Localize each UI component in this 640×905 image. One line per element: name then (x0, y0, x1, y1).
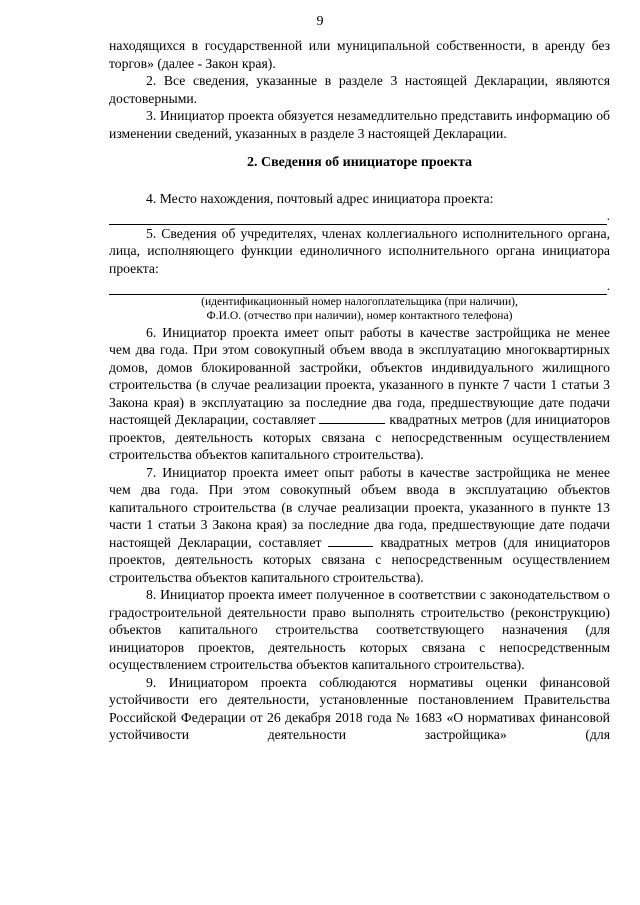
section-heading: 2. Сведения об инициаторе проекта (246, 155, 473, 170)
paragraph-6-after: квадратных метров (для инициаторов проектов, деятельность которых связана с непосредственным осуществлением строительства объектов капитального строительства). (109, 412, 611, 462)
paragraph-6 (109, 324, 610, 464)
paragraph-2: 2. Все сведения, указанные в разделе 3 настоящей Декларации, являются достоверными. (109, 73, 610, 106)
page-number: 9 (316, 14, 324, 29)
paragraph-5: 5. Сведения об учредителях, членах коллегиального исполнительного органа, лица, исполняющего функции единоличного исполнительного органа инициатора проекта: (109, 225, 610, 276)
fill-line-address (109, 207, 610, 225)
blank-area-field (319, 412, 385, 424)
field-caption-line-2: Ф.И.О. (отчество при наличии), номер контактного телефона) (206, 309, 513, 322)
paragraph-4: 4. Место нахождения, почтовый адрес инициатора проекта: (146, 190, 494, 206)
paragraph-9: 9. Инициатором проекта соблюдаются нормативы оценки финансовой устойчивости его деятельности, установленные постановлением Правительства Российской Федерации от 26 декабря 2018 года № 1683 «О нормативах финансовой устойчивости деятельности застройщика» (для (109, 674, 610, 742)
paragraph-7-before: 7. Инициатор проекта имеет опыт работы в качестве застройщика не менее чем два года. При этом совокупный объем ввода в эксплуатацию объектов капитального строительства (в случае реализации проекта, указанного в пункте 13 части 1 статьи 3 Закона края) за последние два года, предшествующие дате подачи настоящей Декларации, составляет (109, 464, 610, 550)
line-end-period: . (606, 208, 610, 223)
blank-area-field (328, 535, 373, 547)
field-caption-line-1: (идентификационный номер налогоплательщика (при наличии), (201, 294, 518, 308)
paragraph-7 (109, 464, 610, 587)
paragraph-6-before: 6. Инициатор проекта имеет опыт работы в качестве застройщика не менее чем два года. При этом совокупный объем ввода в эксплуатацию многоквартирных домов, домов блокированной застройки, объектов индивидуального жилищного строительства (в случае реализации проекта, указанного в пункте 7 части 1 статьи 3 Закона края) в эксплуатацию за последние два года, предшествующие дате подачи настоящей Декларации, составляет (109, 324, 610, 427)
underline (109, 214, 607, 225)
paragraph-3: 3. Инициатор проекта обязуется незамедлительно представить информацию об изменении сведений, указанных в разделе 3 настоящей Декларации. (109, 108, 610, 141)
paragraph-8: 8. Инициатор проекта имеет полученное в соответствии с законодательством о градостроительной деятельности право выполнять строительство (реконструкцию) объектов капитального строительства соответствующего назначения (для инициаторов проектов, деятельность которых связана с непосредственным осуществлением строительства объектов капитального строительства). (109, 587, 610, 672)
document-body (109, 37, 610, 744)
underline (109, 284, 607, 295)
paragraph-continuation: находящихся в государственной или муниципальной собственности, в аренду без торгов» (далее - Закон края). (109, 38, 610, 71)
fill-line-founders (109, 277, 610, 295)
line-end-period: . (606, 278, 610, 293)
paragraph-7-after: квадратных метров (для инициаторов проектов, деятельность которых связана с непосредственным осуществлением строительства объектов капитального строительства). (109, 534, 611, 585)
